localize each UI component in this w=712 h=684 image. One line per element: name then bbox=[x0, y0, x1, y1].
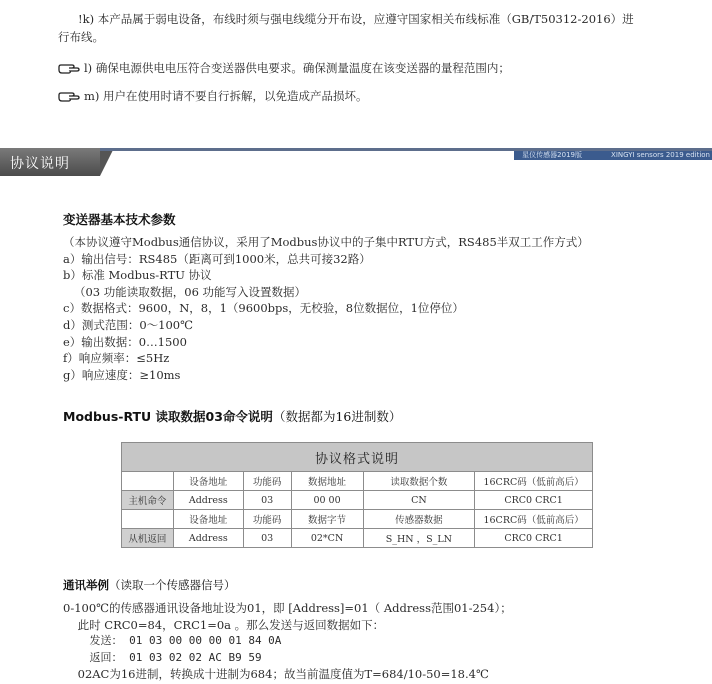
param-line: f）响应频率：≤5Hz bbox=[63, 351, 170, 366]
note-k: !k) 本产品属于弱电设备，布线时须与强电线缆分开布设，应遵守国家相关布线标准（GB/T50312-2016）进 bbox=[78, 12, 634, 26]
section-edition-en: XINGYI sensors 2019 edition bbox=[611, 151, 710, 159]
example-send-line: 发送： 01 03 00 00 00 01 84 0A bbox=[63, 634, 282, 648]
table-cell: CN bbox=[363, 491, 475, 510]
param-line: c）数据格式：9600，N，8，1（9600bps，无校验，8位数据位，1位停位） bbox=[63, 301, 464, 316]
modbus-heading-bold: Modbus-RTU 读取数据03命令说明 bbox=[63, 409, 273, 424]
note-k-continuation: 行布线。 bbox=[58, 30, 104, 44]
table-cell: 数据字节 bbox=[291, 510, 363, 529]
pointing-hand-icon bbox=[58, 63, 80, 75]
section-edition-cn: 星仪传感器2019版 bbox=[522, 151, 582, 159]
table-cell: S_HN ，S_LN bbox=[363, 529, 475, 548]
modbus-heading-note: （数据都为16进制数） bbox=[272, 409, 402, 424]
example-heading bbox=[63, 577, 236, 593]
table-cell bbox=[122, 510, 174, 529]
table-caption: 协议格式说明 bbox=[122, 443, 593, 472]
protocol-format-table bbox=[121, 442, 593, 548]
table-cell: Address bbox=[173, 529, 243, 548]
table-cell: 读取数据个数 bbox=[363, 472, 475, 491]
params-heading: 变送器基本技术参数 bbox=[63, 212, 176, 227]
table-row-slave bbox=[122, 529, 593, 548]
table-cell: 数据地址 bbox=[291, 472, 363, 491]
table-cell: 功能码 bbox=[243, 472, 291, 491]
table-cell: 16CRC码（低前高后） bbox=[475, 510, 593, 529]
note-m bbox=[58, 87, 368, 105]
table-cell: 00 00 bbox=[291, 491, 363, 510]
table-cell: 03 bbox=[243, 529, 291, 548]
table-row-master bbox=[122, 491, 593, 510]
note-m-text: m) 用户在使用时请不要自行拆解，以免造成产品损坏。 bbox=[84, 89, 368, 103]
param-line: d）测式范围：0～100℃ bbox=[63, 317, 193, 332]
table-header-row bbox=[122, 472, 593, 491]
param-line: e）输出数据：0…1500 bbox=[63, 334, 187, 349]
example-return-line: 返回： 01 03 02 02 AC B9 59 bbox=[63, 650, 262, 664]
row-label-master: 主机命令 bbox=[122, 491, 174, 510]
note-l bbox=[58, 59, 510, 77]
param-line: g）响应速度：≥10ms bbox=[63, 367, 181, 382]
table-cell: 设备地址 bbox=[173, 472, 243, 491]
table-cell: 功能码 bbox=[243, 510, 291, 529]
table-cell: 02*CN bbox=[291, 529, 363, 548]
example-heading-note: （读取一个传感器信号） bbox=[109, 578, 236, 592]
example-line: 02AC为16进制，转换成十进制为684；故当前温度值为T=684/10-50=18.4℃ bbox=[63, 667, 489, 682]
pointing-hand-icon bbox=[58, 91, 80, 103]
row-label-slave: 从机返回 bbox=[122, 529, 174, 548]
param-line: （本协议遵守Modbus通信协议，采用了Modbus协议中的子集中RTU方式，RS485半双工工作方式） bbox=[63, 235, 589, 249]
example-heading-bold: 通讯举例 bbox=[63, 578, 109, 592]
table-cell bbox=[122, 472, 174, 491]
modbus-heading bbox=[63, 407, 401, 425]
table-cell: 传感器数据 bbox=[363, 510, 475, 529]
example-line: 0-100℃的传感器通讯设备地址设为01，即 [Address]=01（ Address范围01-254）； bbox=[63, 601, 512, 615]
example-line: 此时 CRC0=84，CRC1=0a 。那么发送与返回数据如下： bbox=[63, 617, 385, 632]
table-cell: CRC0 CRC1 bbox=[475, 529, 593, 548]
params-list bbox=[63, 234, 589, 383]
table-cell: 设备地址 bbox=[173, 510, 243, 529]
section-header-bar bbox=[0, 148, 712, 176]
table-cell: Address bbox=[173, 491, 243, 510]
table-cell: 16CRC码（低前高后） bbox=[475, 472, 593, 491]
param-line: a）输出信号：RS485（距离可到1000米，总共可接32路） bbox=[63, 251, 371, 266]
table-cell: CRC0 CRC1 bbox=[475, 491, 593, 510]
note-l-text: l) 确保电源供电电压符合变送器供电要求。确保测量温度在该变送器的量程范围内； bbox=[84, 61, 510, 75]
table-header-row bbox=[122, 510, 593, 529]
section-title: 协议说明 bbox=[10, 156, 70, 172]
param-line: （03 功能读取数据，06 功能写入设置数据） bbox=[63, 284, 307, 299]
table-cell: 03 bbox=[243, 491, 291, 510]
example-lines bbox=[63, 600, 512, 683]
param-line: b）标准 Modbus-RTU 协议 bbox=[63, 268, 212, 283]
